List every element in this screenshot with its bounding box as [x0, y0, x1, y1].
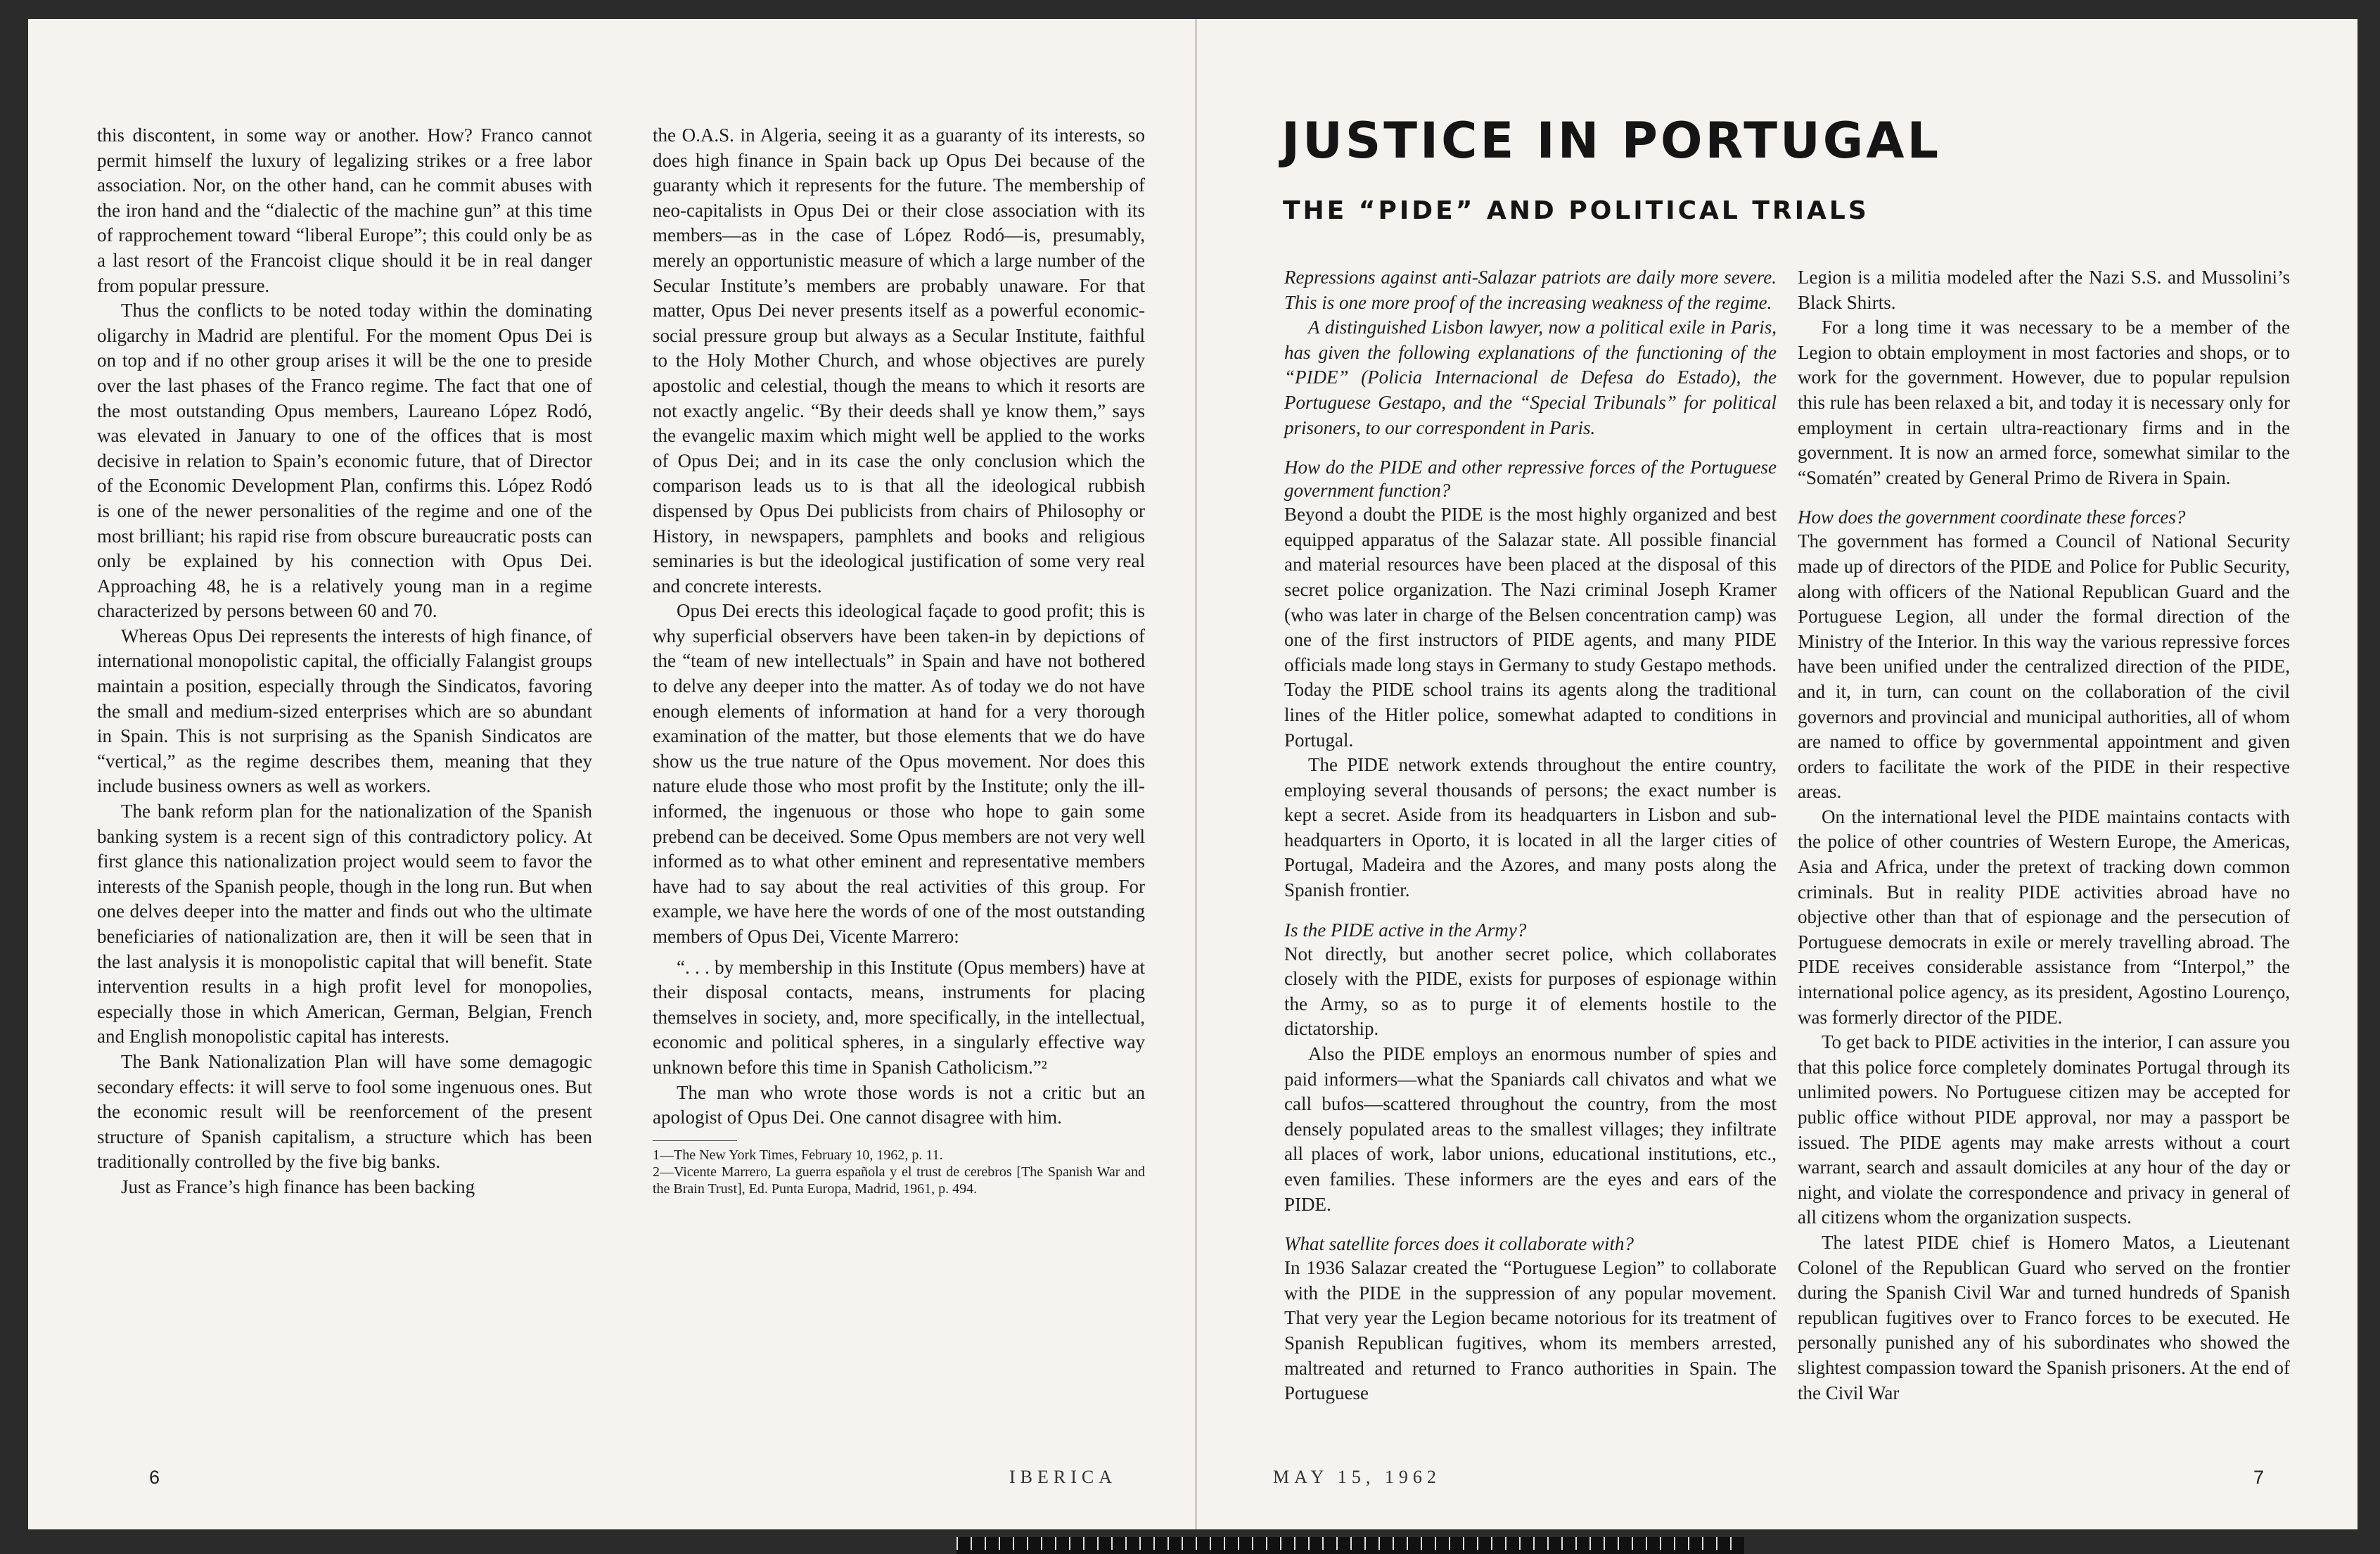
paragraph: the O.A.S. in Algeria, seeing it as a guaranty of its interests, so does high finance in Spain back up Opus Dei because of the guaranty which it represents for the future. The membership of neo-capitalists in Opus Dei or their close association with its members—as in the case of López Rodó—is, presumably, merely an opportunistic measure of which a large number of the Secular Institute’s members are probably unaware. For that matter, Opus Dei never presents itself as a powerful economic-social pressure group but always as a Secular Institute, faithful to the Holy Mother Church, and whose objectives are purely apostolic and celestial, though the means to which it resorts are not exactly angelic. “By their deeds shall ye know them,” says the evangelic maxim which might well be applied to the works of Opus Dei; and in its case the only conclusion which the comparison leads us to is that all the ideological rubbish dispensed by Opus Dei publicists from chairs of Philosophy or History, in newspapers, pamphlets and books and religious seminaries is but the ideological justification of some very real and concrete interests. [653, 125, 1145, 597]
paragraph: The PIDE network extends throughout the entire country, employing several thousands of persons; the exact number is kept a secret. Aside from its headquarters in Lisbon and sub-headquarters in Oporto, it is located in all the larger cities of Portugal, Madeira and the Azores, and many posts along the Spanish frontier. [1284, 754, 1777, 901]
paragraph: The latest PIDE chief is Homero Matos, a Lieutenant Colonel of the Republican Guard who served on the frontier during the Spanish Civil War and turned hundreds of Spanish republican fugitives over to Franco forces to be executed. He personally punished any of his subordinates who showed the slightest compassion toward the Spanish prisoners. At the end of the Civil War [1798, 1231, 2290, 1403]
scale-tick [1702, 1537, 1703, 1550]
left-column-1 [97, 123, 592, 1200]
right-column-2 [1798, 265, 2290, 1406]
scale-tick [1139, 1537, 1141, 1550]
paragraph: Thus the conflicts to be noted today within the dominating oligarchy in Madrid are plentiful. For the moment Opus Dei is on top and if no other group arises it will be the one to preside over the last phases of the Franco regime. The fact that one of the most outstanding Opus members, Laureano López Rodó, was elevated in January to one of the offices that is most decisive in relation to Spain’s economic future, that of Director of the Economic Development Plan, confirms this. López Rodó is one of the newer personalities of the regime and one of the most brilliant; his rapid rise from obscure bureaucratic posts can only be explained by his connection with Opus Dei. Approaching 48, he is a relatively young man in a regime characterized by persons between 60 and 70. [97, 300, 592, 622]
scale-tick [1210, 1537, 1211, 1550]
paragraph: Whereas Opus Dei represents the interests of high finance, of international monopolistic capital, the officially Falangist groups maintain a position, especially through the Sindicatos, favoring the small and medium-sized enterprises which are so abundant in Spain. This is not surprising as the Spanish Sindicatos are “vertical,” as the regime describes them, meaning that they include business owners as well as workers. [97, 625, 592, 797]
scale-tick [1660, 1537, 1661, 1550]
article-title: JUSTICE IN PORTUGAL [1281, 112, 1942, 170]
scale-ticks [957, 1537, 1744, 1553]
scale-tick [1083, 1537, 1085, 1550]
scale-tick [1238, 1537, 1239, 1550]
right-column-1 [1284, 265, 1777, 1406]
footnote-2: 2—Vicente Marrero, La guerra española y el trust de cerebros [The Spanish War and the Brain Trust], Ed. Punta Europa, Madrid, 1961, p. 494. [653, 1164, 1145, 1197]
question-heading: How do the PIDE and other repressive forces of the Portuguese government function? [1284, 457, 1777, 502]
footnotes [653, 1140, 1145, 1197]
paragraph: Beyond a doubt the PIDE is the most highly organized and best equipped apparatus of the Salazar state. All possible financial and material resources have been placed at the disposal of this secret police organization. The Nazi criminal Joseph Kramer (who was later in charge of the Belsen concentration camp) was one of the first instructors of PIDE agents, and many PIDE officials made long stays in Germany to study Gestapo methods. Today the PIDE school trains its agents along the traditional lines of the Hitler police, somewhat adapted to conditions in Portugal. [1284, 504, 1777, 751]
scale-tick [1224, 1537, 1225, 1550]
scale-tick [1364, 1537, 1366, 1550]
paragraph: Also the PIDE employs an enormous number of spies and paid informers—what the Spaniards call chivatos and what we call bufos—scattered throughout the country, from the most densely populated areas to the smallest villages; they infiltrate all places of work, labor unions, educational institutions, etc., even families. These informers are the eyes and ears of the PIDE. [1284, 1043, 1777, 1215]
paragraph: this discontent, in some way or another. How? Franco cannot permit himself the luxury of legalizing strikes or a free labor association. Nor, on the other hand, can he commit abuses with the iron hand and the “dialectic of the machine gun” at this time of rapprochement toward “liberal Europe”; this could only be as a last resort of the Francoist clique should it be in real danger from popular pressure. [97, 125, 592, 296]
scale-tick [1730, 1537, 1732, 1550]
scale-tick [1632, 1537, 1633, 1550]
scale-tick [957, 1537, 958, 1550]
scale-tick [1477, 1537, 1478, 1550]
color-scale-strip [957, 1537, 1744, 1554]
scale-tick [1069, 1537, 1070, 1550]
scale-tick [1182, 1537, 1183, 1550]
running-footer-right: MAY 15, 1962 [1273, 1467, 1441, 1487]
intro-paragraph: A distinguished Lisbon lawyer, now a political exile in Paris, has given the following explanations of the functioning of the “PIDE” (Policia Internacional de Defesa do Estado), the Portuguese Gestapo, and the “Special Tribunals” for political prisoners, to our correspondent in Paris. [1284, 317, 1777, 438]
paragraph: For a long time it was necessary to be a member of the Legion to obtain employment in most factories and shops, or to work for the government. However, due to popular repulsion this rule has been relaxed a bit, and today it is necessary only for employment in certain ultra-reactionary firms and in the government. It is now an armed force, somewhat similar to the “Somatén” created by General Primo de Rivera in Spain. [1798, 317, 2290, 488]
scale-tick [1125, 1537, 1127, 1550]
scale-tick [1111, 1537, 1113, 1550]
scale-tick [971, 1537, 972, 1550]
scale-tick [1505, 1537, 1506, 1550]
page-number-left: 6 [149, 1467, 160, 1488]
left-column-2 [653, 123, 1145, 1197]
scale-tick [1280, 1537, 1281, 1550]
scale-tick [1589, 1537, 1591, 1550]
article-subtitle: THE “PIDE” AND POLITICAL TRIALS [1283, 196, 1869, 225]
scale-tick [1196, 1537, 1197, 1550]
right-page [1197, 19, 2357, 1529]
scale-tick [1055, 1537, 1056, 1550]
intro-paragraph: Repressions against anti-Salazar patriots are daily more severe. This is one more proof of the increasing weakness of the regime. [1284, 267, 1777, 313]
scale-tick [1153, 1537, 1155, 1550]
scale-tick [1519, 1537, 1521, 1550]
scale-tick [1561, 1537, 1563, 1550]
scale-tick [1674, 1537, 1675, 1550]
scale-tick [999, 1537, 1000, 1550]
scale-tick [1435, 1537, 1436, 1550]
paragraph: “. . . by membership in this Institute (Opus members) have at their disposal contacts, means, instruments for placing themselves in society, and, more specifically, in the intellectual, economic and political spheres, in a singularly effective way unknown before this time in Spanish Catholicism.”² [653, 956, 1145, 1078]
scale-tick [1252, 1537, 1253, 1550]
running-footer-left: IBERICA [1009, 1467, 1117, 1487]
scale-tick [1547, 1537, 1549, 1550]
scale-tick [1533, 1537, 1535, 1550]
scale-tick [1013, 1537, 1014, 1550]
scale-tick [1393, 1537, 1394, 1550]
left-column-2-body [653, 123, 1145, 1131]
left-page [28, 19, 1195, 1529]
paragraph: Legion is a militia modeled after the Nazi S.S. and Mussolini’s Black Shirts. [1798, 267, 2290, 313]
paragraph: On the international level the PIDE maintains contacts with the police of other countries of Western Europe, the Americas, Asia and Africa, under the pretext of tracking down common criminals. But in reality PIDE activities abroad have no objective other than that of espionage and the persecution of Portuguese democrats in exile or merely travelling abroad. The PIDE receives considerable assistance from “Interpol,” the international police agency, as its president, Agostino Lourenço, was formerly director of the PIDE. [1798, 805, 2290, 1028]
scale-tick [1491, 1537, 1492, 1550]
scale-tick [1618, 1537, 1619, 1550]
scale-tick [1716, 1537, 1717, 1550]
paragraph: The government has formed a Council of National Security made up of directors of the PIDE and Police for Public Security, along with officers of the National Republican Guard and the Portuguese Legion, all under the formal direction of the Ministry of the Interior. In this way the various repressive forces have been unified under the centralized direction of the PIDE, and it, in turn, can count on the collaboration of the civil governors and provincial and municipal authorities, all of whom are named to office by governmental appointment and given orders to facilitate the work of the PIDE in their respective areas. [1798, 530, 2290, 803]
question-heading: How does the government coordinate these forces? [1798, 507, 2186, 528]
paragraph: Opus Dei erects this ideological façade to good profit; this is why superficial observers have been taken-in by depictions of the “team of new intellectuals” in Spain and have not bothered to delve any deeper into the matter. As of today we do not have enough elements of information at hand for a very thorough examination of the matter, but those elements that we do have show us the true nature of the Opus movement. Nor does this nature elude those who most profit by the Institute; only the ill-informed, the ingenuous or those who hope to gain some prebend can be deceived. Some Opus members are not very well informed as to what other eminent and representative members have had to say about the real activities of this group. For example, we have here the words of one of the most outstanding members of Opus Dei, Vicente Marrero: [653, 600, 1145, 947]
scale-tick [985, 1537, 986, 1550]
scale-tick [1027, 1537, 1028, 1550]
scale-tick [1575, 1537, 1577, 1550]
scale-tick [1407, 1537, 1408, 1550]
scale-tick [1421, 1537, 1422, 1550]
scale-tick [1041, 1537, 1042, 1550]
paragraph: The man who wrote those words is not a critic but an apologist of Opus Dei. One cannot disagree with him. [653, 1081, 1145, 1128]
question-heading: Is the PIDE active in the Army? [1284, 919, 1527, 941]
question-heading: What satellite forces does it collaborate with? [1284, 1233, 1634, 1255]
scale-tick [1604, 1537, 1605, 1550]
scale-tick [1449, 1537, 1450, 1550]
scale-tick [1336, 1537, 1338, 1550]
scale-tick [1646, 1537, 1647, 1550]
paragraph: Just as France’s high finance has been backing [121, 1176, 475, 1197]
page-number-right: 7 [2253, 1467, 2265, 1488]
paragraph: The Bank Nationalization Plan will have some demagogic secondary effects: it will serve to fool some ingenuous ones. But the economic result will be reenforcement of the present structure of Spanish capitalism, a structure which has been traditionally controlled by the five big banks. [97, 1050, 592, 1173]
scale-tick [1350, 1537, 1352, 1550]
scale-tick [1378, 1537, 1380, 1550]
paragraph: To get back to PIDE activities in the interior, I can assure you that this police force completely dominates Portugal through its unlimited powers. No Portuguese citizen may be accepted for public office without PIDE approval, nor may a passport be issued. The PIDE agents may make arrests without a court warrant, search and assault domiciles at any hour of the day or night, and violate the correspondence and privacy in general of all citizens whom the organization suspects. [1798, 1031, 2290, 1228]
scale-tick [1167, 1537, 1169, 1550]
paragraph: In 1936 Salazar created the “Portuguese Legion” to collaborate with the PIDE in the suppression of any popular movement. That very year the Legion became notorious for its treatment of Spanish Republican fugitives, whom its members arrested, maltreated and returned to Franco authorities in Spain. The Portuguese [1284, 1257, 1777, 1404]
footnote-1: 1—The New York Times, February 10, 1962, p. 11. [653, 1147, 943, 1163]
scale-tick [1097, 1537, 1099, 1550]
scale-tick [1308, 1537, 1310, 1550]
paragraph: Not directly, but another secret police, which collaborates closely with the PIDE, exists for purposes of espionage within the Army, so as to purge it of elements hostile to the dictatorship. [1284, 943, 1777, 1040]
scale-tick [1322, 1537, 1324, 1550]
scale-tick [1294, 1537, 1295, 1550]
scale-tick [1688, 1537, 1689, 1550]
scale-tick [1266, 1537, 1267, 1550]
scale-tick [1463, 1537, 1464, 1550]
paragraph: The bank reform plan for the nationalization of the Spanish banking system is a recent sign of this contradictory policy. At first glance this nationalization project would seem to favor the interests of the Spanish people, though in the long run. But when one delves deeper into the matter and finds out who the ultimate beneficiaries of nationalization are, then it will be seen that in the last analysis it is monopolistic capital that will benefit. State intervention results in a high profit level for monopolies, especially those in which American, German, Belgian, French and English monopolistic capital has interests. [97, 801, 592, 1047]
